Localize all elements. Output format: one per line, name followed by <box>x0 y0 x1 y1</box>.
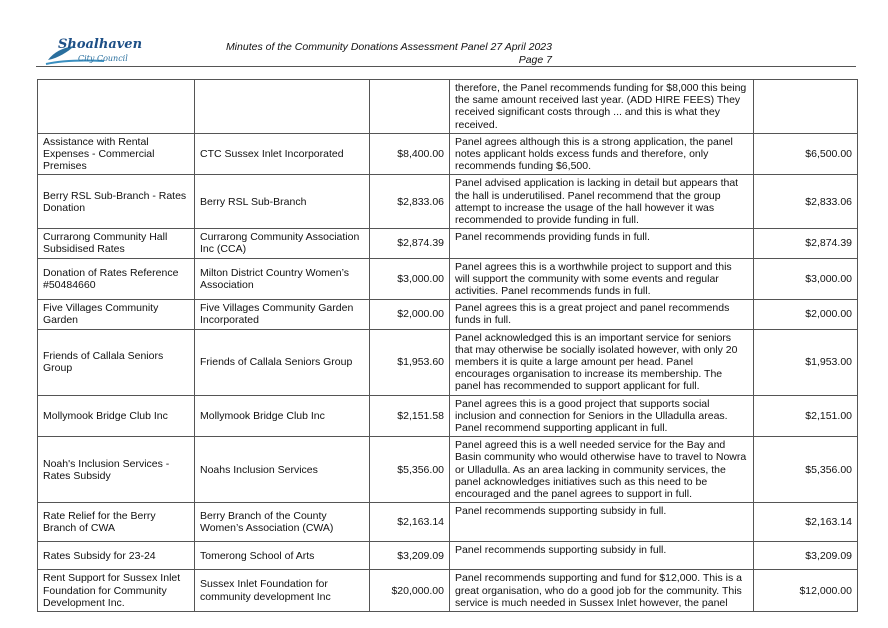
cell-organisation: Mollymook Bridge Club Inc <box>195 395 370 437</box>
cell-organisation: Noahs Inclusion Services <box>195 437 370 503</box>
table-row <box>38 229 858 258</box>
cell-amount-requested: $2,163.14 <box>370 503 450 542</box>
cell-amount-requested <box>370 80 450 134</box>
cell-amount-recommended: $2,000.00 <box>754 300 858 329</box>
cell-organisation: Currarong Community Association Inc (CCA) <box>195 229 370 258</box>
table-row <box>38 300 858 329</box>
cell-panel-comment: Panel advised application is lacking in detail but appears that the hall is underutilised. Panel recommend that the group attempt to increase the usage of the hall however it was recommended to provide funding in full. <box>450 175 754 229</box>
cell-amount-recommended: $2,874.39 <box>754 229 858 258</box>
cell-amount-requested: $2,874.39 <box>370 229 450 258</box>
document-title: Minutes of the Community Donations Assessment Panel 27 April 2023 <box>225 41 552 53</box>
cell-amount-recommended: $12,000.00 <box>754 570 858 612</box>
cell-organisation: Tomerong School of Arts <box>195 542 370 570</box>
cell-amount-requested: $5,356.00 <box>370 437 450 503</box>
cell-panel-comment: Panel agrees although this is a strong application, the panel notes applicant holds excess funds and therefore, only recommends funding $6,500. <box>450 133 754 175</box>
council-logo <box>44 30 144 70</box>
cell-project: Rate Relief for the Berry Branch of CWA <box>38 503 195 542</box>
cell-amount-requested: $20,000.00 <box>370 570 450 612</box>
cell-organisation <box>195 80 370 134</box>
cell-project: Mollymook Bridge Club Inc <box>38 395 195 437</box>
cell-project: Rates Subsidy for 23-24 <box>38 542 195 570</box>
cell-amount-recommended <box>754 80 858 134</box>
cell-organisation: Sussex Inlet Foundation for community development Inc <box>195 570 370 612</box>
cell-amount-recommended: $6,500.00 <box>754 133 858 175</box>
logo-subtitle: City Council <box>78 54 128 63</box>
cell-amount-requested: $2,000.00 <box>370 300 450 329</box>
table-row <box>38 329 858 395</box>
cell-project: Currarong Community Hall Subsidised Rates <box>38 229 195 258</box>
cell-amount-requested: $8,400.00 <box>370 133 450 175</box>
cell-project: Assistance with Rental Expenses - Commercial Premises <box>38 133 195 175</box>
page-number: Page 7 <box>518 54 552 66</box>
table-row <box>38 437 858 503</box>
cell-amount-requested: $1,953.60 <box>370 329 450 395</box>
cell-panel-comment: Panel recommends supporting subsidy in full. <box>450 503 754 542</box>
cell-project: Five Villages Community Garden <box>38 300 195 329</box>
cell-amount-requested: $2,833.06 <box>370 175 450 229</box>
cell-amount-requested: $3,209.09 <box>370 542 450 570</box>
table-row <box>38 542 858 570</box>
cell-amount-recommended: $3,209.09 <box>754 542 858 570</box>
table-row <box>38 395 858 437</box>
cell-amount-requested: $2,151.58 <box>370 395 450 437</box>
table-row <box>38 503 858 542</box>
cell-panel-comment: Panel acknowledged this is an important service for seniors that may otherwise be socially isolated however, with only 20 members it is quite a large amount per head. Panel encourages organisation to increase its membership. The panel has recommended to support applicant for full. <box>450 329 754 395</box>
cell-organisation: Berry RSL Sub-Branch <box>195 175 370 229</box>
cell-amount-recommended: $3,000.00 <box>754 258 858 300</box>
cell-panel-comment: Panel agreed this is a well needed service for the Bay and Basin community who would otherwise have to travel to Nowra or Ulladulla. As an area lacking in community services, the panel acknowledges initiatives such as this need to be encouraged and the panel agrees to support in full. <box>450 437 754 503</box>
cell-project: Friends of Callala Seniors Group <box>38 329 195 395</box>
cell-panel-comment: Panel recommends supporting and fund for $12,000. This is a great organisation, who do a good job for the community. This service is much needed in Sussex Inlet however, the panel <box>450 570 754 612</box>
cell-organisation: Berry Branch of the County Women’s Association (CWA) <box>195 503 370 542</box>
cell-panel-comment: therefore, the Panel recommends funding for $8,000 this being the same amount received last year. (ADD HIRE FEES) They received significant costs through ... and this is what they received. <box>450 80 754 134</box>
header-divider <box>36 66 856 67</box>
cell-project: Berry RSL Sub-Branch - Rates Donation <box>38 175 195 229</box>
table-row <box>38 175 858 229</box>
table-row <box>38 80 858 134</box>
cell-amount-recommended: $2,151.00 <box>754 395 858 437</box>
cell-project: Noah's Inclusion Services - Rates Subsidy <box>38 437 195 503</box>
cell-panel-comment: Panel agrees this is a good project that supports social inclusion and connection for Seniors in the Ulladulla areas. Panel recommend supporting applicant in full. <box>450 395 754 437</box>
cell-amount-recommended: $5,356.00 <box>754 437 858 503</box>
cell-project: Donation of Rates Reference #50484660 <box>38 258 195 300</box>
cell-panel-comment: Panel recommends supporting subsidy in full. <box>450 542 754 570</box>
table-row <box>38 133 858 175</box>
cell-panel-comment: Panel agrees this is a great project and panel recommends funds in full. <box>450 300 754 329</box>
cell-panel-comment: Panel recommends providing funds in full. <box>450 229 754 258</box>
cell-amount-recommended: $2,833.06 <box>754 175 858 229</box>
cell-panel-comment: Panel agrees this is a worthwhile project to support and this will support the community with some events and regular activities. Panel recommends funds in full. <box>450 258 754 300</box>
cell-organisation: Milton District Country Women’s Association <box>195 258 370 300</box>
page-header <box>226 41 552 67</box>
cell-amount-recommended: $1,953.00 <box>754 329 858 395</box>
table-row <box>38 258 858 300</box>
table-row <box>38 570 858 612</box>
cell-amount-recommended: $2,163.14 <box>754 503 858 542</box>
cell-amount-requested: $3,000.00 <box>370 258 450 300</box>
cell-organisation: CTC Sussex Inlet Incorporated <box>195 133 370 175</box>
cell-organisation: Friends of Callala Seniors Group <box>195 329 370 395</box>
cell-project <box>38 80 195 134</box>
logo-wordmark: Shoalhaven <box>58 37 143 52</box>
donations-table <box>37 79 858 612</box>
cell-project: Rent Support for Sussex Inlet Foundation for Community Development Inc. <box>38 570 195 612</box>
cell-organisation: Five Villages Community Garden Incorporated <box>195 300 370 329</box>
